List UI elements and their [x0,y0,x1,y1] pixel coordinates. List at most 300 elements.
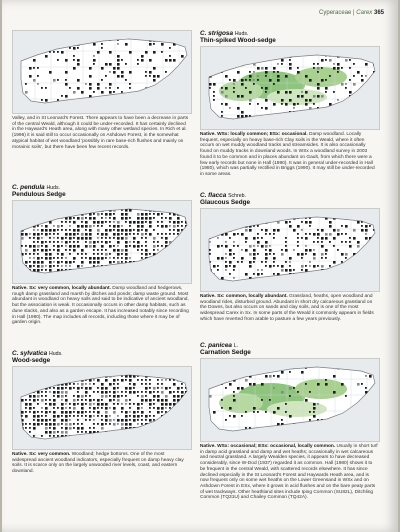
record-square [37,213,40,216]
record-square [177,229,180,232]
record-square [65,79,67,81]
record-square [53,391,56,394]
relief-shading [295,379,347,399]
record-square [117,99,120,102]
record-square [177,253,180,256]
record-square [173,209,176,212]
record-square [105,217,107,219]
record-square [225,221,228,224]
record-square [37,75,39,77]
record-square [113,257,115,259]
record-square [217,431,219,433]
record-square [129,233,131,235]
record-square [121,257,123,259]
record-square [93,253,95,255]
record-square [281,269,284,272]
record-square [113,431,115,433]
record-square [265,427,268,430]
record-square [77,103,80,106]
record-square [281,419,283,421]
record-square [141,265,144,268]
record-square [345,257,347,259]
record-square [113,379,116,382]
record-square [149,379,151,381]
record-square [261,273,263,275]
record-square [357,277,360,280]
record-square [169,435,171,437]
record-square [53,399,56,402]
record-square [225,245,228,248]
record-square [261,221,264,224]
record-square [365,119,368,122]
record-square [101,403,104,406]
record-square [273,265,275,267]
record-square [125,257,128,260]
record-square [21,265,23,267]
record-square [121,213,124,216]
record-square [53,257,55,259]
record-square [285,277,287,279]
record-square [289,415,292,418]
record-square [41,221,43,223]
record-square [361,249,364,252]
record-square [149,269,151,271]
record-square [177,395,180,398]
record-square [125,209,128,212]
record-square [309,99,312,102]
record-square [173,435,176,438]
record-square [145,213,148,216]
record-square [153,265,156,268]
record-square [101,427,104,430]
record-square [221,115,223,117]
record-square [89,209,92,212]
record-square [89,383,91,385]
record-square [73,233,76,236]
record-square [173,257,176,260]
record-square [33,257,35,259]
record-square [101,233,104,236]
record-square [81,237,84,240]
record-square [373,281,375,283]
record-square [25,269,28,272]
record-square [153,403,155,405]
record-square [41,241,44,244]
record-square [121,427,124,430]
record-square [121,59,123,61]
record-square [53,431,56,434]
record-square [53,423,56,426]
record-square [237,261,239,263]
record-square [321,241,323,243]
record-square [345,281,347,283]
record-square [97,411,100,414]
record-square [73,249,76,252]
record-square [125,249,128,252]
record-square [213,119,216,122]
record-square [221,103,223,105]
record-square [217,269,219,271]
record-square [317,87,320,90]
record-square [125,415,128,418]
record-square [93,55,95,57]
record-square [117,431,120,434]
record-square [221,91,224,94]
record-square [113,383,115,385]
record-square [269,265,272,268]
record-square [97,407,99,409]
record-square [133,241,135,243]
record-square [285,281,287,283]
record-square [57,435,59,437]
record-square [361,273,363,275]
record-square [81,399,83,401]
record-square [37,419,40,422]
record-square [133,95,135,97]
record-square [269,119,271,121]
record-square [141,403,143,405]
record-square [65,265,67,267]
record-square [65,399,68,402]
record-square [353,75,355,77]
record-square [305,281,308,284]
record-square [265,67,268,70]
record-square [153,79,156,82]
record-square [217,55,219,57]
record-square [165,103,167,105]
record-square [97,237,99,239]
record-square [97,375,99,377]
record-square [161,411,163,413]
record-square [277,119,280,122]
record-square [301,229,303,231]
record-square [145,51,148,54]
record-square [25,209,28,212]
record-square [173,233,175,235]
record-square [105,103,108,106]
record-square [117,423,119,425]
record-square [81,431,83,433]
record-square [317,63,319,65]
record-square [253,245,255,247]
record-square [77,229,80,232]
record-square [161,213,163,215]
record-square [281,63,283,65]
record-square [173,431,176,434]
record-square [125,221,127,223]
record-square [233,399,236,402]
record-square [361,79,364,82]
record-square [317,83,320,86]
record-square [101,237,103,239]
record-square [141,221,144,224]
record-square [217,257,220,260]
record-square [313,95,316,98]
record-square [81,225,84,228]
record-square [353,229,356,232]
record-square [165,71,167,73]
record-square [241,79,244,82]
record-square [129,71,132,74]
record-square [225,261,227,263]
record-square [249,245,252,248]
record-square [69,87,71,89]
record-square [21,209,23,211]
record-square [65,245,67,247]
record-square [57,415,60,418]
record-square [169,91,172,94]
record-square [249,253,252,256]
record-square [65,407,67,409]
record-square [185,269,188,272]
record-square [69,439,71,441]
record-square [233,367,235,369]
record-square [293,281,295,283]
record-square [181,55,184,58]
record-square [117,435,120,438]
record-square [209,83,212,86]
record-square [41,439,43,441]
record-square [81,415,83,417]
record-square [309,79,312,82]
record-square [129,387,132,390]
record-square [181,387,183,389]
record-square [69,253,71,255]
record-square [81,435,83,437]
record-square [77,395,80,398]
record-square [61,273,63,275]
record-square [69,217,72,220]
record-square [41,273,43,275]
record-square [37,67,39,69]
record-square [65,249,67,251]
record-square [337,67,340,70]
record-square [169,415,171,417]
record-square [177,257,180,260]
record-square [365,375,367,377]
record-square [257,55,259,57]
record-square [21,233,24,236]
record-square [121,71,124,74]
record-square [69,261,72,264]
record-square [89,375,91,377]
record-square [173,253,176,256]
record-square [109,237,111,239]
record-square [309,281,311,283]
record-square [89,67,92,70]
record-square [249,75,252,78]
record-square [253,253,256,256]
record-square [117,415,119,417]
record-square [253,273,255,275]
record-square [289,427,291,429]
species-block-pendula [12,182,190,326]
record-square [49,403,52,406]
record-square [145,253,148,256]
record-square [49,423,52,426]
record-square [289,367,291,369]
record-square [281,281,284,284]
record-square [53,273,56,276]
record-square [113,423,116,426]
record-square [105,407,108,410]
record-square [57,257,59,259]
record-square [265,119,267,121]
record-square [325,237,328,240]
record-square [65,229,67,231]
record-square [53,249,55,251]
record-square [25,253,27,255]
record-square [41,415,43,417]
record-square [89,75,92,78]
record-square [305,249,308,252]
record-square [65,241,68,244]
record-square [105,395,108,398]
record-square [49,261,52,264]
record-square [361,277,364,280]
record-square [97,423,99,425]
record-square [129,269,131,271]
record-square [145,233,147,235]
record-square [121,407,124,410]
record-square [125,233,128,236]
record-square [145,217,148,220]
record-square [241,257,244,260]
record-square [149,99,151,101]
record-square [185,257,188,260]
record-square [61,423,63,425]
record-square [69,265,71,267]
record-square [65,237,67,239]
record-square [21,415,23,417]
record-square [141,407,143,409]
record-square [185,415,187,417]
record-square [153,387,156,390]
record-square [69,233,72,236]
record-square [337,115,339,117]
record-square [181,225,183,227]
record-square [33,427,36,430]
record-square [301,273,303,275]
record-square [181,241,184,244]
record-square [37,217,40,220]
record-square [41,217,43,219]
record-square [121,261,123,263]
record-square [73,261,75,263]
record-square [57,375,60,378]
record-square [49,249,51,251]
record-square [125,63,127,65]
distribution-map [200,208,380,292]
record-square [81,423,83,425]
record-square [101,395,104,398]
record-square [57,233,59,235]
record-square [73,411,75,413]
record-square [137,245,140,248]
record-square [141,217,144,220]
record-square [65,431,68,434]
record-square [365,55,368,58]
record-square [41,411,43,413]
record-square [317,273,319,275]
record-square [185,399,188,402]
record-square [137,265,140,268]
record-square [69,375,71,377]
record-square [289,67,292,70]
record-square [101,399,103,401]
record-square [249,103,251,105]
record-square [85,241,87,243]
record-square [181,419,184,422]
record-square [33,229,35,231]
record-square [213,411,216,414]
record-square [45,233,48,236]
record-square [77,403,79,405]
record-square [125,395,127,397]
record-square [325,273,327,275]
record-square [73,55,75,57]
record-square [309,419,311,421]
record-square [169,423,171,425]
record-square [161,51,163,53]
record-square [297,245,299,247]
record-square [313,431,316,434]
record-square [157,427,159,429]
record-square [349,119,352,122]
record-square [369,111,372,114]
distribution-map [200,358,380,442]
record-square [225,95,228,98]
record-square [109,257,111,259]
record-square [261,245,264,248]
record-square [333,91,335,93]
record-square [89,411,91,413]
record-square [373,423,376,426]
record-square [41,257,43,259]
record-square [301,237,303,239]
record-square [69,269,72,272]
record-square [109,87,111,89]
record-square [129,265,132,268]
record-square [65,233,68,236]
record-square [89,407,91,409]
record-square [321,95,324,98]
record-square [85,383,87,385]
record-square [365,249,368,252]
record-square [149,415,151,417]
record-square [225,233,228,236]
record-square [69,241,71,243]
record-square [241,55,243,57]
record-square [321,237,324,240]
record-square [157,399,160,402]
record-square [145,221,147,223]
record-square [229,281,231,283]
record-square [141,411,144,414]
record-square [309,265,311,267]
record-square [157,273,160,276]
record-square [49,391,51,393]
distribution-map [12,366,192,450]
record-square [257,273,260,276]
record-square [105,439,108,442]
record-square [113,245,115,247]
record-square [257,269,259,271]
record-square [181,233,184,236]
record-square [237,115,240,118]
record-square [169,83,172,86]
record-square [209,395,212,398]
